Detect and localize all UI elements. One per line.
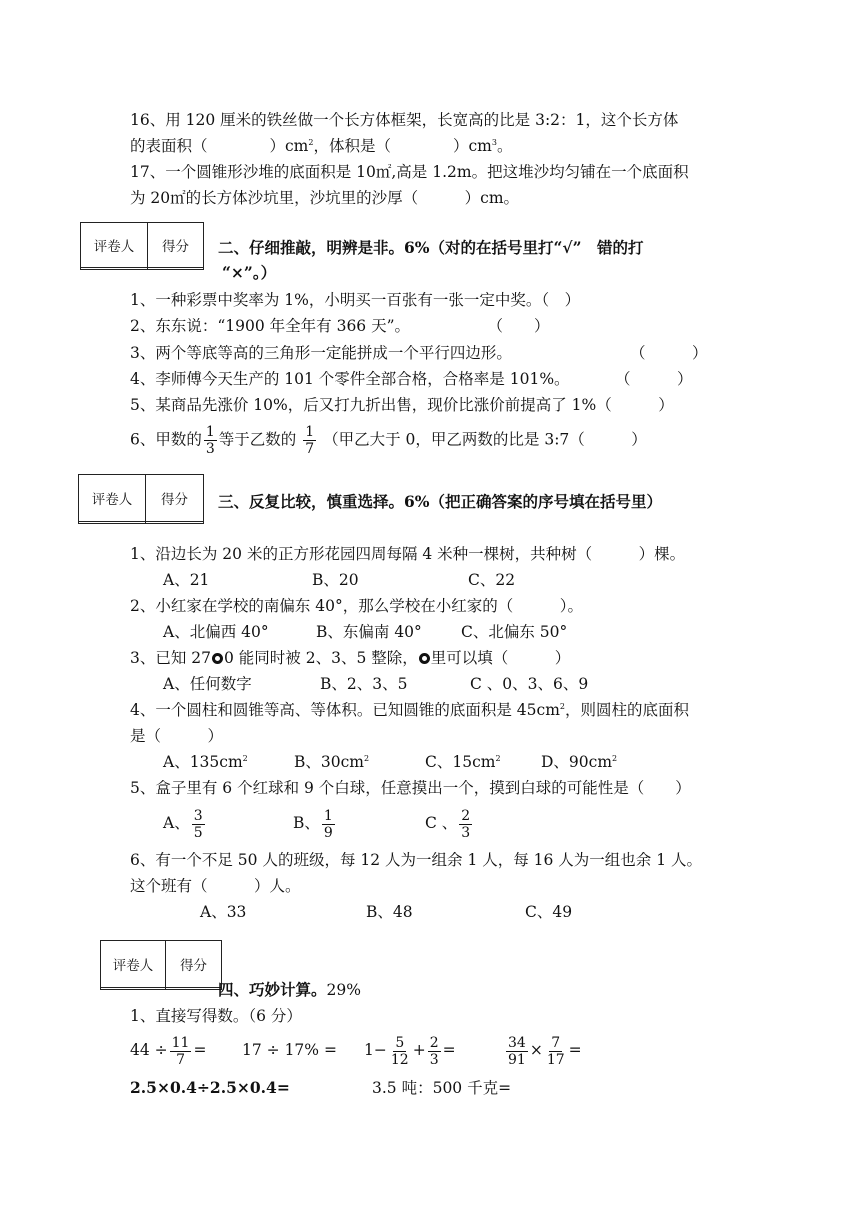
sec3-q1-opt-a[interactable]: A、21	[163, 571, 210, 589]
q3-text-c: 里可以填（ ）	[430, 649, 571, 667]
sec2-item-6	[130, 424, 647, 457]
calc-fraction-sum	[364, 1030, 456, 1070]
calc-equals: =	[442, 1041, 456, 1059]
frac-den: 3	[205, 441, 215, 457]
q4-text-b: ，则圆柱的底面积	[565, 701, 690, 719]
sec4-subtitle: 1、直接写得数。（6 分）	[130, 1007, 302, 1025]
sec2-item-3-paren[interactable]: （ ）	[630, 344, 708, 362]
opt-text: B、30cm	[294, 753, 364, 771]
calc-ratio-tons: 3.5 吨：500 千克=	[372, 1079, 512, 1097]
frac-den: 12	[390, 1051, 409, 1068]
fraction-five-twelfths	[389, 1035, 411, 1068]
score-box-section-3	[78, 474, 204, 524]
section-4-percent: 29%	[326, 981, 361, 999]
fraction-one-third	[204, 424, 217, 457]
calc-op: +	[412, 1041, 426, 1059]
frac-num: 2	[461, 807, 471, 824]
sec3-q6-line2: 这个班有（ ）人。	[130, 877, 301, 895]
calc-44-div	[130, 1030, 206, 1070]
sec3-q5-opt-b[interactable]	[293, 803, 337, 843]
q16-sup-2: 2	[308, 137, 314, 147]
calc-equals: =	[193, 1041, 207, 1059]
sec3-q6-opt-c[interactable]: C、49	[525, 903, 573, 921]
section-4-title	[218, 980, 361, 1000]
fraction-two-thirds	[428, 1035, 441, 1068]
sec3-q2: 2、小红家在学校的南偏东 40°，那么学校在小红家的（ ）。	[130, 597, 584, 615]
score-label: 得分	[146, 475, 204, 522]
opt-label: B、	[293, 814, 320, 832]
sec3-q6: 6、有一个不足 50 人的班级，每 12 人为一组余 1 人，每 16 人为一组也余 1 人。	[130, 851, 703, 869]
fraction-one-ninth	[322, 808, 335, 841]
sec2-item-2: 2、东东说：“1900 年全年有 366 天”。 （ ）	[130, 317, 550, 335]
score-cell[interactable]	[148, 267, 204, 269]
grader-cell[interactable]	[79, 521, 146, 523]
sec3-q2-opt-b[interactable]: B、东偏南 40°	[316, 623, 422, 641]
frac-den: 9	[323, 824, 333, 841]
sec2-item-5: 5、某商品先涨价 10%，后又打九折出售，现价比涨价前提高了 1%（ ）	[130, 396, 674, 414]
calc-17-div: 17 ÷ 17% =	[242, 1041, 337, 1059]
q3-text-a: 3、已知 27	[130, 649, 212, 667]
circle-placeholder-icon	[212, 653, 223, 664]
q4-sup: 2	[559, 701, 565, 711]
frac-num: 11	[171, 1034, 190, 1051]
frac-num: 1	[205, 424, 215, 440]
sec2-item-3: 3、两个等底等高的三角形一定能拼成一个平行四边形。	[130, 344, 512, 362]
item6-text-c: （甲乙大于 0，甲乙两数的比是 3:7（ ）	[323, 430, 647, 449]
frac-den: 3	[429, 1051, 439, 1068]
q4-text-a: 4、一个圆柱和圆锥等高、等体积。已知圆锥的底面积是 45cm	[130, 701, 560, 719]
opt-label: C 、	[425, 814, 458, 832]
calc-text: 1−	[364, 1041, 387, 1059]
opt-text: D、90cm	[541, 753, 613, 771]
sec2-item-4-paren[interactable]: （ ）	[615, 370, 693, 388]
frac-num: 3	[193, 807, 203, 824]
score-label: 得分	[148, 223, 204, 268]
item6-text-b: 等于乙数的	[218, 430, 297, 449]
sec3-q2-opt-a[interactable]: A、北偏西 40°	[163, 623, 269, 641]
score-cell[interactable]	[166, 987, 222, 989]
q16-end: 。	[496, 137, 513, 155]
fraction-three-fifths	[192, 808, 205, 841]
sec2-item-1: 1、一种彩票中奖率为 1%，小明买一百张有一张一定中奖。（ ）	[130, 291, 581, 309]
sec2-item-4: 4、李师傅今天生产的 101 个零件全部合格，合格率是 101%。	[130, 370, 570, 388]
section-4-title-text: 四、巧妙计算。	[218, 980, 327, 999]
item6-text-a: 6、甲数的	[130, 430, 202, 449]
grader-cell[interactable]	[101, 987, 166, 989]
frac-den: 17	[546, 1051, 565, 1068]
sec3-q4-opt-d[interactable]	[541, 752, 617, 772]
q16-surface-area: 的表面积（ ）cm	[130, 137, 309, 155]
section-3-title: 三、反复比较，慎重选择。6%（把正确答案的序号填在括号里）	[218, 492, 663, 511]
opt-text: C、15cm	[425, 753, 496, 771]
frac-num: 1	[323, 807, 333, 824]
frac-den: 7	[176, 1051, 186, 1068]
fraction-eleven-sevenths	[170, 1035, 192, 1068]
opt-sup: 2	[364, 753, 370, 763]
calc-equals: =	[568, 1041, 582, 1059]
frac-num: 1	[305, 424, 315, 440]
section-2-title: 二、仔细推敲，明辨是非。6%（对的在括号里打“√” 错的打	[218, 238, 644, 257]
sec3-q3-opt-c[interactable]: C 、0、3、6、9	[470, 675, 589, 693]
sec3-q3-opt-a[interactable]: A、任何数字	[163, 675, 252, 693]
sec3-q5: 5、盒子里有 6 个红球和 9 个白球，任意摸出一个，摸到白球的可能性是（ ）	[130, 779, 691, 797]
fraction-two-thirds	[459, 808, 472, 841]
frac-den: 5	[193, 824, 203, 841]
sec3-q4-line2: 是（ ）	[130, 727, 224, 745]
question-17-line2: 为 20㎡的长方体沙坑里，沙坑里的沙厚（ ）cm。	[130, 189, 520, 207]
grader-label: 评卷人	[101, 941, 166, 988]
score-label: 得分	[166, 941, 222, 988]
sec3-q4-opt-b[interactable]	[294, 752, 369, 772]
question-16-line2	[130, 136, 512, 156]
question-16-line1: 16、用 120 厘米的铁丝做一个长方体框架，长宽高的比是 3:2：1，这个长方体	[130, 111, 679, 129]
section-2-title-cont: “×”。）	[222, 263, 277, 282]
grader-cell[interactable]	[81, 267, 148, 269]
q16-volume: ，体积是（ ）cm	[313, 137, 492, 155]
sec3-q3-opt-b[interactable]: B、2、3、5	[320, 675, 408, 693]
opt-text: A、135cm	[163, 753, 243, 771]
sec3-q1-opt-c[interactable]: C、22	[468, 571, 516, 589]
score-cell[interactable]	[146, 521, 204, 523]
sec3-q4	[130, 700, 689, 720]
frac-den: 3	[461, 824, 471, 841]
sec3-q5-opt-c[interactable]	[425, 803, 474, 843]
opt-sup: 2	[612, 753, 618, 763]
calc-op: ×	[529, 1041, 543, 1059]
score-box-section-4	[100, 940, 222, 990]
fraction-34-91	[506, 1035, 528, 1068]
circle-placeholder-icon	[419, 653, 430, 664]
opt-sup: 2	[242, 753, 248, 763]
frac-num: 7	[551, 1034, 561, 1051]
opt-sup: 2	[495, 753, 501, 763]
frac-den: 7	[305, 441, 315, 457]
frac-num: 34	[508, 1034, 526, 1051]
sec3-q1-opt-b[interactable]: B、20	[312, 571, 359, 589]
sec3-q4-opt-a[interactable]	[163, 752, 248, 772]
sec3-q6-opt-a[interactable]: A、33	[200, 903, 247, 921]
calc-decimal-expression: 2.5×0.4÷2.5×0.4=	[130, 1078, 290, 1097]
grader-label: 评卷人	[79, 475, 146, 522]
sec3-q1: 1、沿边长为 20 米的正方形花园四周每隔 4 米种一棵树，共种树（ ）棵。	[130, 545, 686, 563]
fraction-7-17	[545, 1035, 567, 1068]
frac-den: 91	[508, 1051, 526, 1068]
q3-text-b: 0 能同时被 2、3、5 整除，	[224, 649, 418, 667]
question-17-line1: 17、一个圆锥形沙堆的底面积是 10㎡,高是 1.2m。把这堆沙均匀铺在一个底面积	[130, 163, 689, 181]
calc-fraction-product	[504, 1030, 582, 1070]
opt-label: A、	[163, 814, 190, 832]
score-box-section-2	[80, 222, 204, 270]
sec3-q4-opt-c[interactable]	[425, 752, 501, 772]
frac-num: 2	[429, 1034, 439, 1051]
q16-sup-3: 3	[491, 137, 497, 147]
fraction-one-seventh	[303, 424, 316, 457]
sec3-q3	[130, 648, 570, 668]
grader-label: 评卷人	[81, 223, 148, 268]
sec3-q6-opt-b[interactable]: B、48	[366, 903, 413, 921]
frac-num: 5	[395, 1034, 405, 1051]
sec3-q5-opt-a[interactable]	[163, 803, 207, 843]
calc-text: 44 ÷	[130, 1041, 168, 1059]
sec3-q2-opt-c[interactable]: C、北偏东 50°	[461, 623, 568, 641]
